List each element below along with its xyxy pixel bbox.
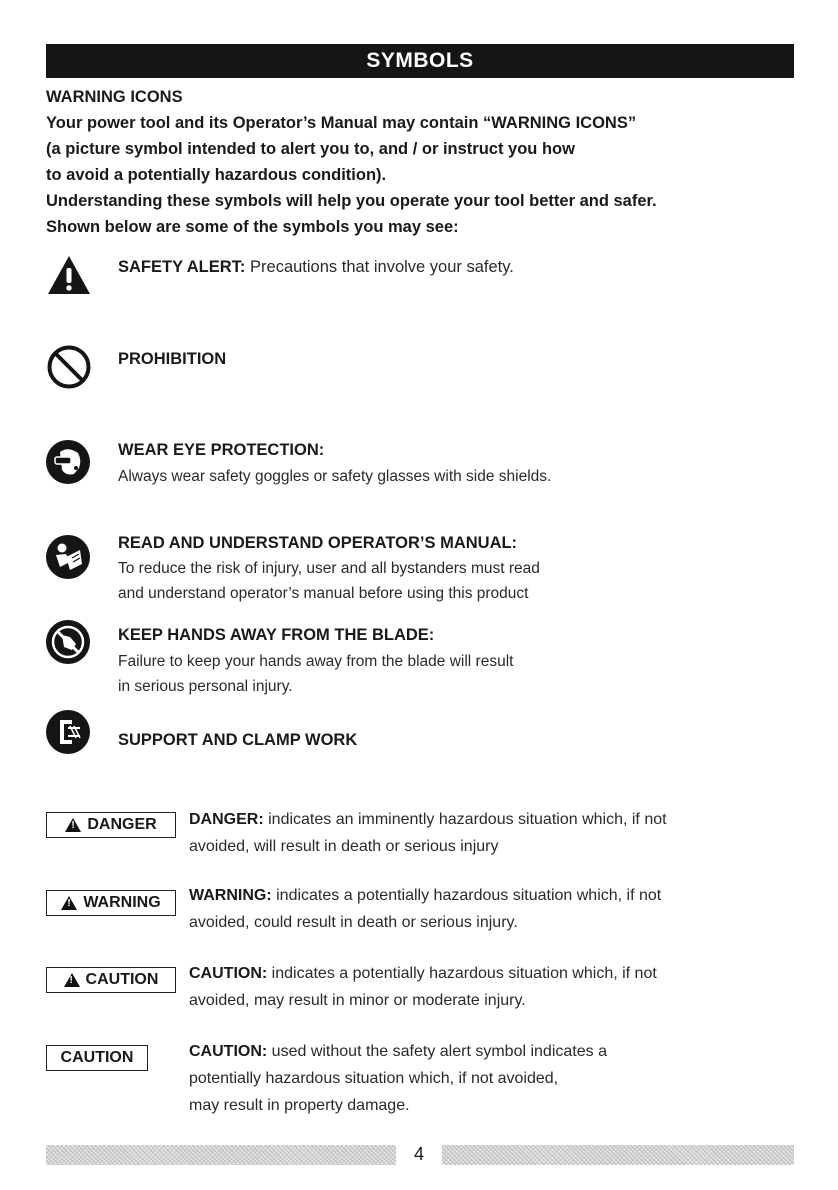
warning-description: [189, 882, 661, 936]
signal-lead: WARNING:: [189, 887, 272, 904]
symbol-read-manual-line-1: To reduce the risk of injury, user and all bystanders must read: [118, 560, 540, 577]
caution-signal-box: [46, 967, 176, 993]
symbol-safety-alert: [118, 258, 514, 277]
clamp-work-icon: [46, 710, 90, 754]
symbol-clamp-work: SUPPORT AND CLAMP WORK: [118, 731, 358, 749]
intro-block: [46, 84, 806, 240]
symbol-read-manual-title: READ AND UNDERSTAND OPERATOR’S MANUAL:: [118, 534, 518, 552]
signal-label: CAUTION: [60, 1049, 134, 1066]
footer-pattern-left: [46, 1145, 396, 1165]
signal-line: avoided, will result in death or serious injury: [189, 838, 499, 855]
signal-line: used without the safety alert symbol indicates a: [271, 1043, 607, 1060]
signal-lead: DANGER:: [189, 811, 264, 828]
prohibition-icon: [46, 344, 92, 390]
caution-plain-description: [189, 1038, 607, 1119]
read-manual-icon: [46, 535, 90, 579]
eye-protection-icon: [46, 440, 90, 484]
signal-label: CAUTION: [85, 971, 159, 988]
caution-description: [189, 960, 657, 1014]
hands-away-blade-icon: [46, 620, 90, 664]
symbol-prohibition: PROHIBITION: [118, 350, 227, 368]
signal-lead: CAUTION:: [189, 1043, 268, 1060]
symbol-eye-protection-text: Always wear safety goggles or safety glasses with side shields.: [118, 468, 552, 485]
signal-line: indicates a potentially hazardous situation which, if not: [271, 965, 657, 982]
symbol-eye-protection-title: WEAR EYE PROTECTION:: [118, 441, 325, 459]
caution-plain-signal-box: [46, 1045, 148, 1071]
intro-line: Shown below are some of the symbols you may see:: [46, 218, 459, 236]
signal-line: may result in property damage.: [189, 1097, 410, 1114]
warning-signal-box: [46, 890, 176, 916]
signal-line: potentially hazardous situation which, if not avoided,: [189, 1070, 559, 1087]
intro-line: Understanding these symbols will help you operate your tool better and safer.: [46, 192, 657, 210]
intro-line: to avoid a potentially hazardous condition).: [46, 166, 387, 184]
symbol-hands-away-line-1: Failure to keep your hands away from the blade will result: [118, 653, 514, 670]
intro-heading: WARNING ICONS: [46, 88, 183, 106]
danger-description: [189, 806, 667, 860]
signal-line: indicates an imminently hazardous situation which, if not: [268, 811, 667, 828]
alert-triangle-icon: [65, 818, 81, 832]
intro-line: (a picture symbol intended to alert you to, and / or instruct you how: [46, 140, 575, 158]
signal-lead: CAUTION:: [189, 965, 268, 982]
signal-label: WARNING: [83, 894, 161, 911]
safety-alert-triangle-icon: [46, 254, 92, 296]
section-title: SYMBOLS: [366, 49, 474, 72]
alert-triangle-icon: [64, 973, 80, 987]
alert-triangle-icon: [61, 896, 77, 910]
symbol-read-manual-line-2: and understand operator’s manual before using this product: [118, 585, 529, 602]
symbol-hands-away-line-2: in serious personal injury.: [118, 678, 293, 695]
signal-label: DANGER: [87, 816, 157, 833]
footer-pattern-right: [442, 1145, 794, 1165]
signal-line: avoided, could result in death or serious injury.: [189, 914, 518, 931]
symbol-description: Precautions that involve your safety.: [250, 258, 514, 276]
signal-line: avoided, may result in minor or moderate injury.: [189, 992, 526, 1009]
symbol-title: SAFETY ALERT:: [118, 258, 246, 276]
intro-line: Your power tool and its Operator’s Manual may contain “WARNING ICONS”: [46, 114, 637, 132]
section-header: [46, 44, 794, 78]
page-number: 4: [413, 1144, 424, 1164]
symbol-hands-away-title: KEEP HANDS AWAY FROM THE BLADE:: [118, 626, 435, 644]
signal-line: indicates a potentially hazardous situation which, if not: [276, 887, 662, 904]
danger-signal-box: [46, 812, 176, 838]
